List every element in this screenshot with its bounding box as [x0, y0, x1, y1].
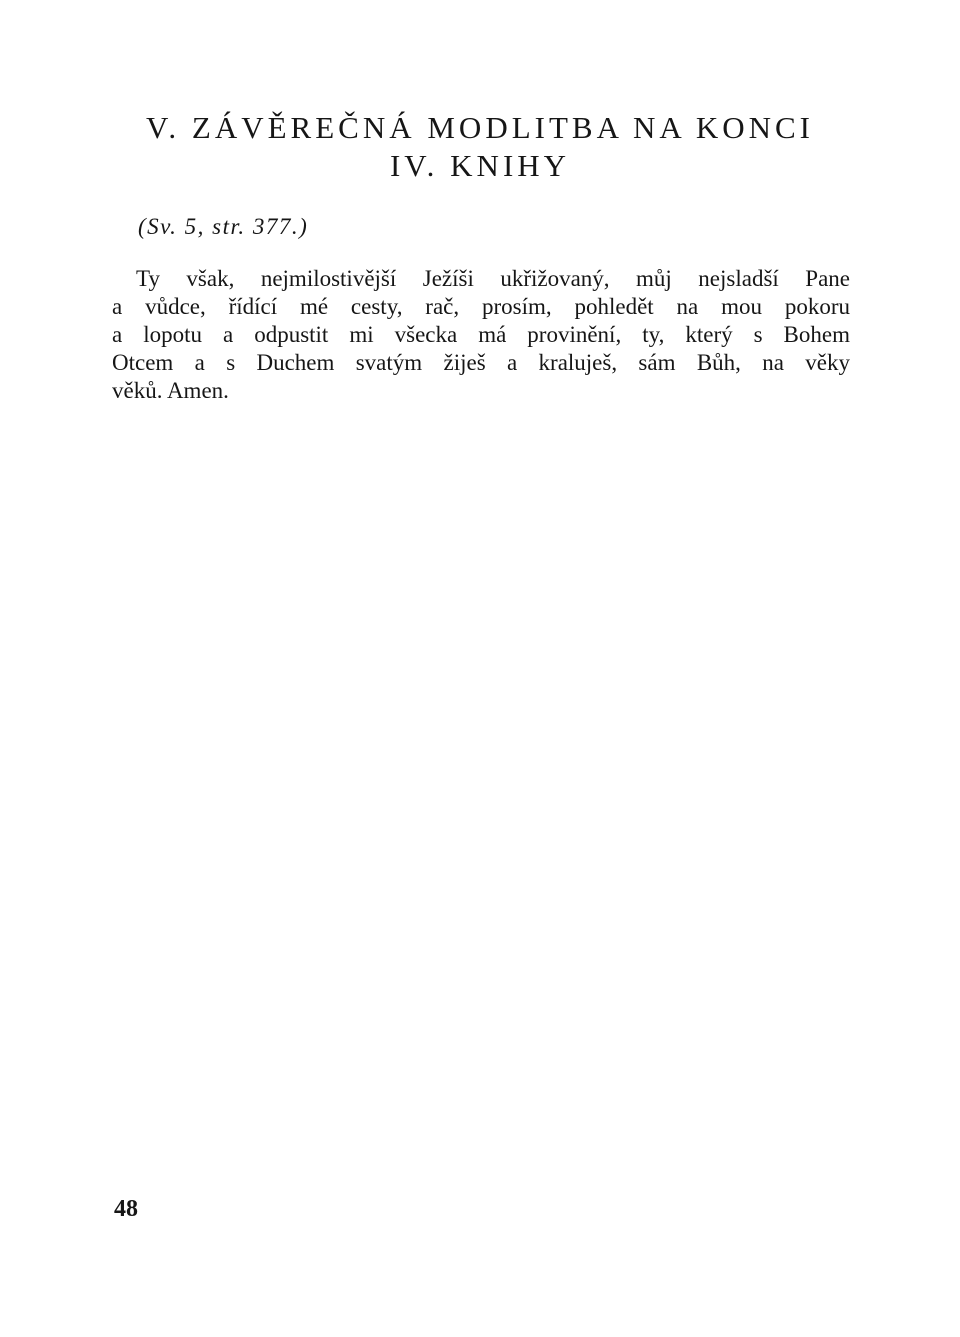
paragraph-line: a lopotu a odpustit mi všecka má provinění, ty, který s Bohem — [112, 322, 850, 347]
paragraph-line: Ty však, nejmilostivější Ježíši ukřižovaný, můj nejsladší Pane — [136, 266, 850, 291]
source-reference: (Sv. 5, str. 377.) — [138, 214, 309, 239]
prayer-paragraph — [112, 265, 850, 405]
paragraph-line: a vůdce, řídící mé cesty, rač, prosím, pohledět na mou pokoru — [112, 294, 850, 319]
chapter-heading-line-1: V. ZÁVĚREČNÁ MODLITBA NA KONCI — [146, 110, 814, 145]
page-number: 48 — [114, 1196, 138, 1222]
paragraph-line: Otcem a s Duchem svatým žiješ a kraluješ, sám Bůh, na věky — [112, 350, 850, 375]
chapter-heading-line-2: IV. KNIHY — [389, 148, 571, 183]
paragraph-line: věků. Amen. — [112, 378, 229, 403]
